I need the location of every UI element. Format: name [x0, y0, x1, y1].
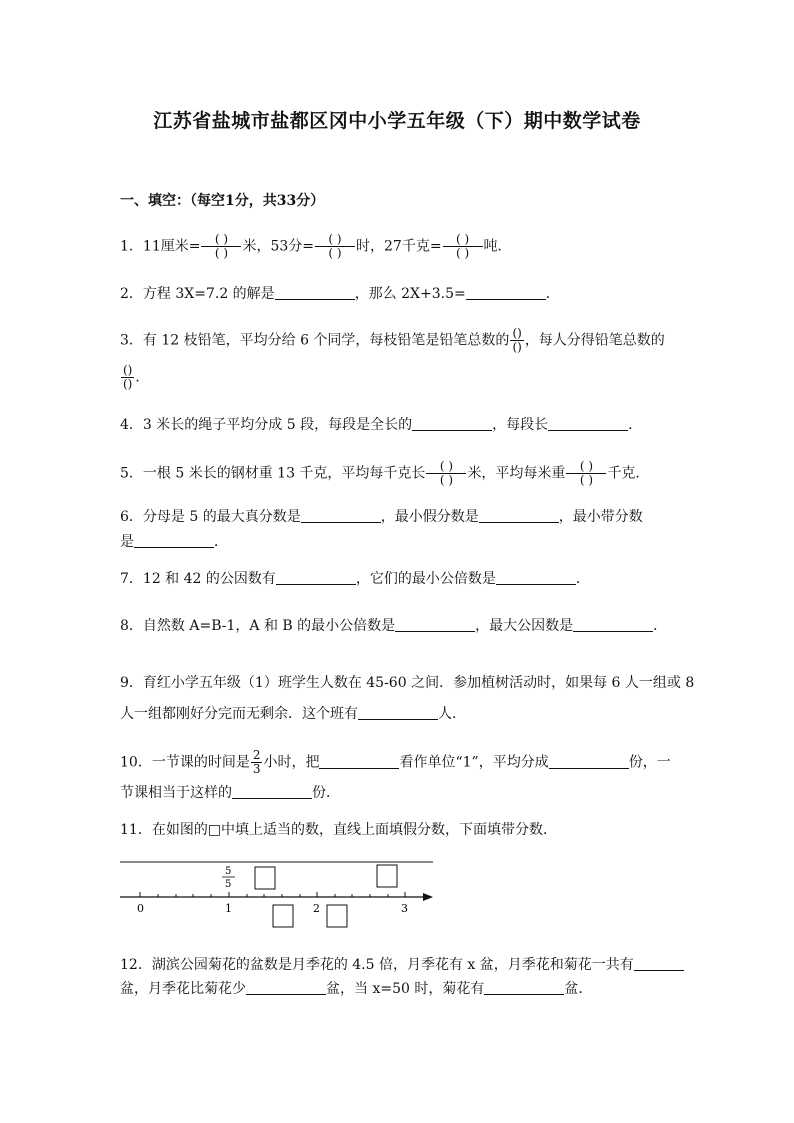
answer-blank[interactable]	[301, 508, 381, 523]
answer-blank[interactable]	[358, 705, 438, 720]
question-9: 9．育红小学五年级（1）班学生人数在 45-60 之间．参加植树活动时，如果每 6 人一组或 8	[120, 675, 695, 691]
question-2: 2．方程 3X=7.2 的解是 ，那么 2X+3.5= ．	[120, 286, 560, 302]
fraction-blank[interactable]: $\frac{( )}{( )}$	[201, 233, 241, 260]
fraction-two-thirds: $\frac{2}{3}$	[252, 748, 261, 776]
fraction-blank[interactable]: $\frac{( )}{( )}$	[566, 460, 606, 487]
tick-label: 3	[401, 902, 408, 915]
tick-label: 0	[137, 902, 144, 915]
answer-blank[interactable]	[573, 617, 653, 632]
answer-blank[interactable]	[134, 533, 214, 548]
fraction-blank[interactable]: $\frac{( )}{( )}$	[426, 460, 466, 487]
question-12: 12．湖滨公园菊花的盆数是月季花的 4.5 倍，月季花有 x 盆，月季花和菊花一共有	[120, 955, 684, 975]
answer-blank[interactable]	[479, 508, 559, 523]
answer-blank[interactable]	[496, 570, 576, 585]
question-8: 8．自然数 A=B-1，A 和 B 的最小公倍数是 ，最大公因数是 ．	[120, 618, 668, 634]
question-10-continued: 节课相当于这样的 份．	[120, 785, 340, 801]
answer-blank[interactable]	[232, 784, 312, 799]
page-title: 江苏省盐城市盐都区冈中小学五年级（下）期中数学试卷	[153, 110, 641, 132]
answer-box[interactable]	[255, 867, 275, 889]
fraction-label-denominator: 5	[225, 879, 232, 890]
answer-blank[interactable]	[634, 956, 684, 971]
question-12-continued: 盆，月季花比菊花少 盆，当 x=50 时，菊花有 盆．	[120, 981, 593, 997]
answer-blank[interactable]	[466, 285, 546, 300]
section-heading: 一、填空：（每空1分，共33分）	[120, 193, 325, 209]
fraction-blank[interactable]: $\frac{( )}{( )}$	[443, 233, 483, 260]
fraction-blank[interactable]: $\frac{()}{()}$	[512, 326, 522, 354]
answer-blank[interactable]	[395, 617, 475, 632]
answer-blank[interactable]	[484, 980, 564, 995]
fraction-blank[interactable]: $\frac{()}{()}$	[123, 363, 133, 391]
question-7: 7．12 和 42 的公因数有 ，它们的最小公倍数是 ．	[120, 571, 590, 587]
tick-label: 1	[225, 902, 232, 915]
question-3-continued: $\frac{()}{()}$ ．	[123, 363, 150, 391]
answer-blank[interactable]	[412, 416, 492, 431]
question-9-continued: 人一组都刚好分完而无剩余．这个班有 人．	[120, 706, 466, 722]
question-1: 1．11厘米= $\frac{( )}{( )}$ 米，53分= $\frac{( )}{( )}$ 时，27千克= $\frac{( )}{( )}$ 吨．	[120, 232, 512, 260]
number-line-diagram	[115, 852, 445, 942]
tick-label: 2	[313, 902, 320, 915]
answer-blank[interactable]	[246, 980, 326, 995]
question-4: 4．3 米长的绳子平均分成 5 段，每段是全长的 ，每段长 ．	[120, 417, 643, 433]
answer-box[interactable]	[327, 905, 347, 927]
answer-box[interactable]	[273, 905, 293, 927]
answer-blank[interactable]	[549, 754, 629, 769]
question-11: 11．在如图的□中填上适当的数，直线上面填假分数，下面填带分数．	[120, 822, 558, 838]
answer-blank[interactable]	[275, 285, 355, 300]
answer-blank[interactable]	[548, 416, 628, 431]
fraction-label-numerator: 5	[225, 866, 232, 877]
question-10: 10．一节课的时间是 $\frac{2}{3}$ 小时，把 看作单位“1”，平均分成 份，一	[120, 748, 671, 776]
answer-blank[interactable]	[319, 754, 399, 769]
question-5: 5．一根 5 米长的钢材重 13 千克，平均每千克长 $\frac{( )}{( )}$ 米，平均每米重 $\frac{( )}{( )}$ 千克．	[120, 459, 650, 487]
question-6-continued: 是 ．	[120, 534, 228, 550]
question-3: 3．有 12 枝铅笔，平均分给 6 个同学，每枝铅笔是铅笔总数的 $\frac{()}{()}$ ，每人分得铅笔总数的	[120, 326, 665, 354]
question-6: 6．分母是 5 的最大真分数是 ，最小假分数是 ，最小带分数	[120, 509, 643, 525]
arrow-head-icon	[423, 893, 433, 901]
answer-blank[interactable]	[276, 570, 356, 585]
answer-box[interactable]	[377, 865, 397, 887]
fraction-blank[interactable]: $\frac{( )}{( )}$	[315, 233, 355, 260]
